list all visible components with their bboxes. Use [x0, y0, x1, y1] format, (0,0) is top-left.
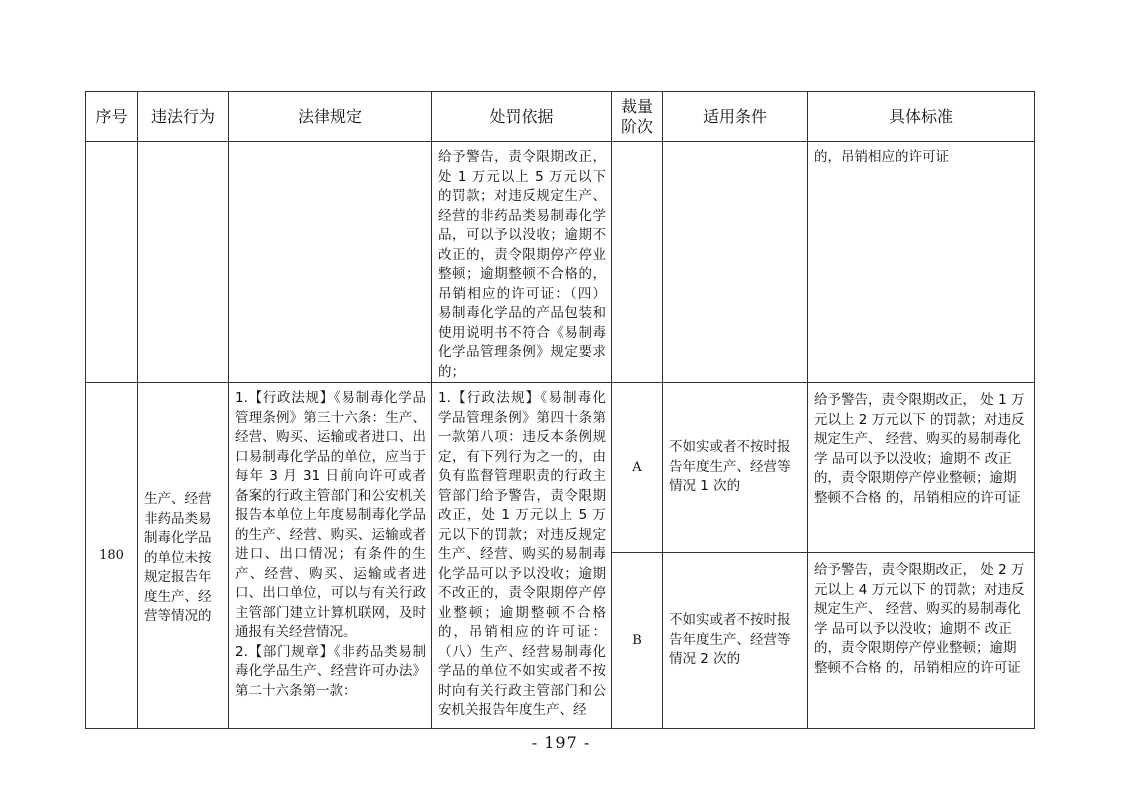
header-level: 裁量 阶次 — [612, 92, 663, 142]
header-penalty-basis: 处罚依据 — [432, 92, 612, 142]
continuation-row — [86, 142, 1035, 383]
header-row — [86, 92, 1035, 142]
item-penalty-basis-cell — [432, 383, 612, 729]
item-violation-cell — [138, 383, 229, 729]
condition-b-text: 不如实或者不按时报告年度生产、经营等情况 2 次的 — [669, 612, 791, 668]
standard-a-text: 给予警告，责令限期改正， 处 1 万元以上 2 万元以下 的罚款；对违反规定生产、 经营、购买的易制毒化学 品可以予以没收；逾期不 改正的，责令限期停产停业整顿；逾期整顿不合格 的，吊销相应的许可证 — [814, 392, 1025, 506]
regulation-table — [85, 91, 1035, 729]
item-law-cell — [229, 383, 432, 729]
header-standard: 具体标准 — [808, 92, 1035, 142]
cont-seq-cell — [86, 142, 138, 383]
cont-standard-cell — [808, 142, 1035, 383]
cont-law-cell — [229, 142, 432, 383]
standard-b-cell — [808, 553, 1035, 729]
condition-a-cell — [663, 383, 808, 553]
cont-standard-text: 的，吊销相应的许可证 — [814, 149, 949, 165]
standard-b-text: 给予警告，责令限期改正， 处 2 万元以上 4 万元以下 的罚款；对违反规定生产、 经营、购买的易制毒化学 品可以予以没收；逾期不 改正的，责令限期停产停业整顿；逾期整顿不合格 的，吊销相应的许可证 — [814, 562, 1025, 676]
condition-b-cell — [663, 553, 808, 729]
item-penalty-basis-text: 1.【行政法规】《易制毒化学品管理条例》第四十条第一款第八项：违反本条例规定，有下列行为之一的，由负有监督管理职责的行政主管部门给予警告，责令限期改正，处 1 万元以上 5 万元以下的罚款；对违反规定生产、经营、购买的易制毒化学品可以予以没收；逾期不改正的，责令限期停产停业整顿；逾期整顿不合格的，吊销相应的许可证：（八）生产、经营易制毒化学品的单位不如实或者不按时向有关行政主管部门和公安机关报告年度生产、经 — [438, 390, 606, 718]
header-law: 法律规定 — [229, 92, 432, 142]
header-seq: 序号 — [86, 92, 138, 142]
standard-a-cell — [808, 383, 1035, 553]
cont-violation-cell — [138, 142, 229, 383]
level-a: A — [612, 383, 663, 553]
item-seq: 180 — [86, 383, 138, 729]
header-condition: 适用条件 — [663, 92, 808, 142]
header-violation: 违法行为 — [138, 92, 229, 142]
cont-penalty-basis-cell — [432, 142, 612, 383]
page-number: - 197 - — [531, 733, 591, 752]
condition-a-text: 不如实或者不按时报告年度生产、经营等情况 1 次的 — [669, 439, 791, 495]
cont-condition-cell — [663, 142, 808, 383]
cont-level-cell — [612, 142, 663, 383]
item-law-text: 1.【行政法规】《易制毒化学品管理条例》第三十六条：生产、经营、购买、运输或者进口、出口易制毒化学品的单位，应当于每年 3 月 31 日前向许可或者备案的行政主管部门和公安机关报告本单位上年度易制毒化学品的生产、经营、购买、运输或者进口、出口情况；有条件的生产、经营、购买、运输或者进口、出口单位，可以与有关行政主管部门建立计算机联网，及时通报有关经营情况。 2.【部门规章】《非药品类易制毒化学品生产、经营许可办法》第二十六条第一款： — [235, 390, 426, 699]
item-violation-text: 生产、经营非药品类易制毒化学品的单位未按规定报告年度生产、经营等情况的 — [144, 491, 212, 625]
item-row-a — [86, 383, 1035, 553]
cont-penalty-basis-text: 给予警告，责令限期改正，处 1 万元以上 5 万元以下的罚款；对违反规定生产、经营的非药品类易制毒化学品，可以予以没收；逾期不改正的，责令限期停产停业整顿；逾期整顿不合格的，吊销相应的许可证：（四）易制毒化学品的产品包装和使用说明书不符合《易制毒化学品管理条例》规定要求的； — [438, 149, 606, 380]
level-b: B — [612, 553, 663, 729]
